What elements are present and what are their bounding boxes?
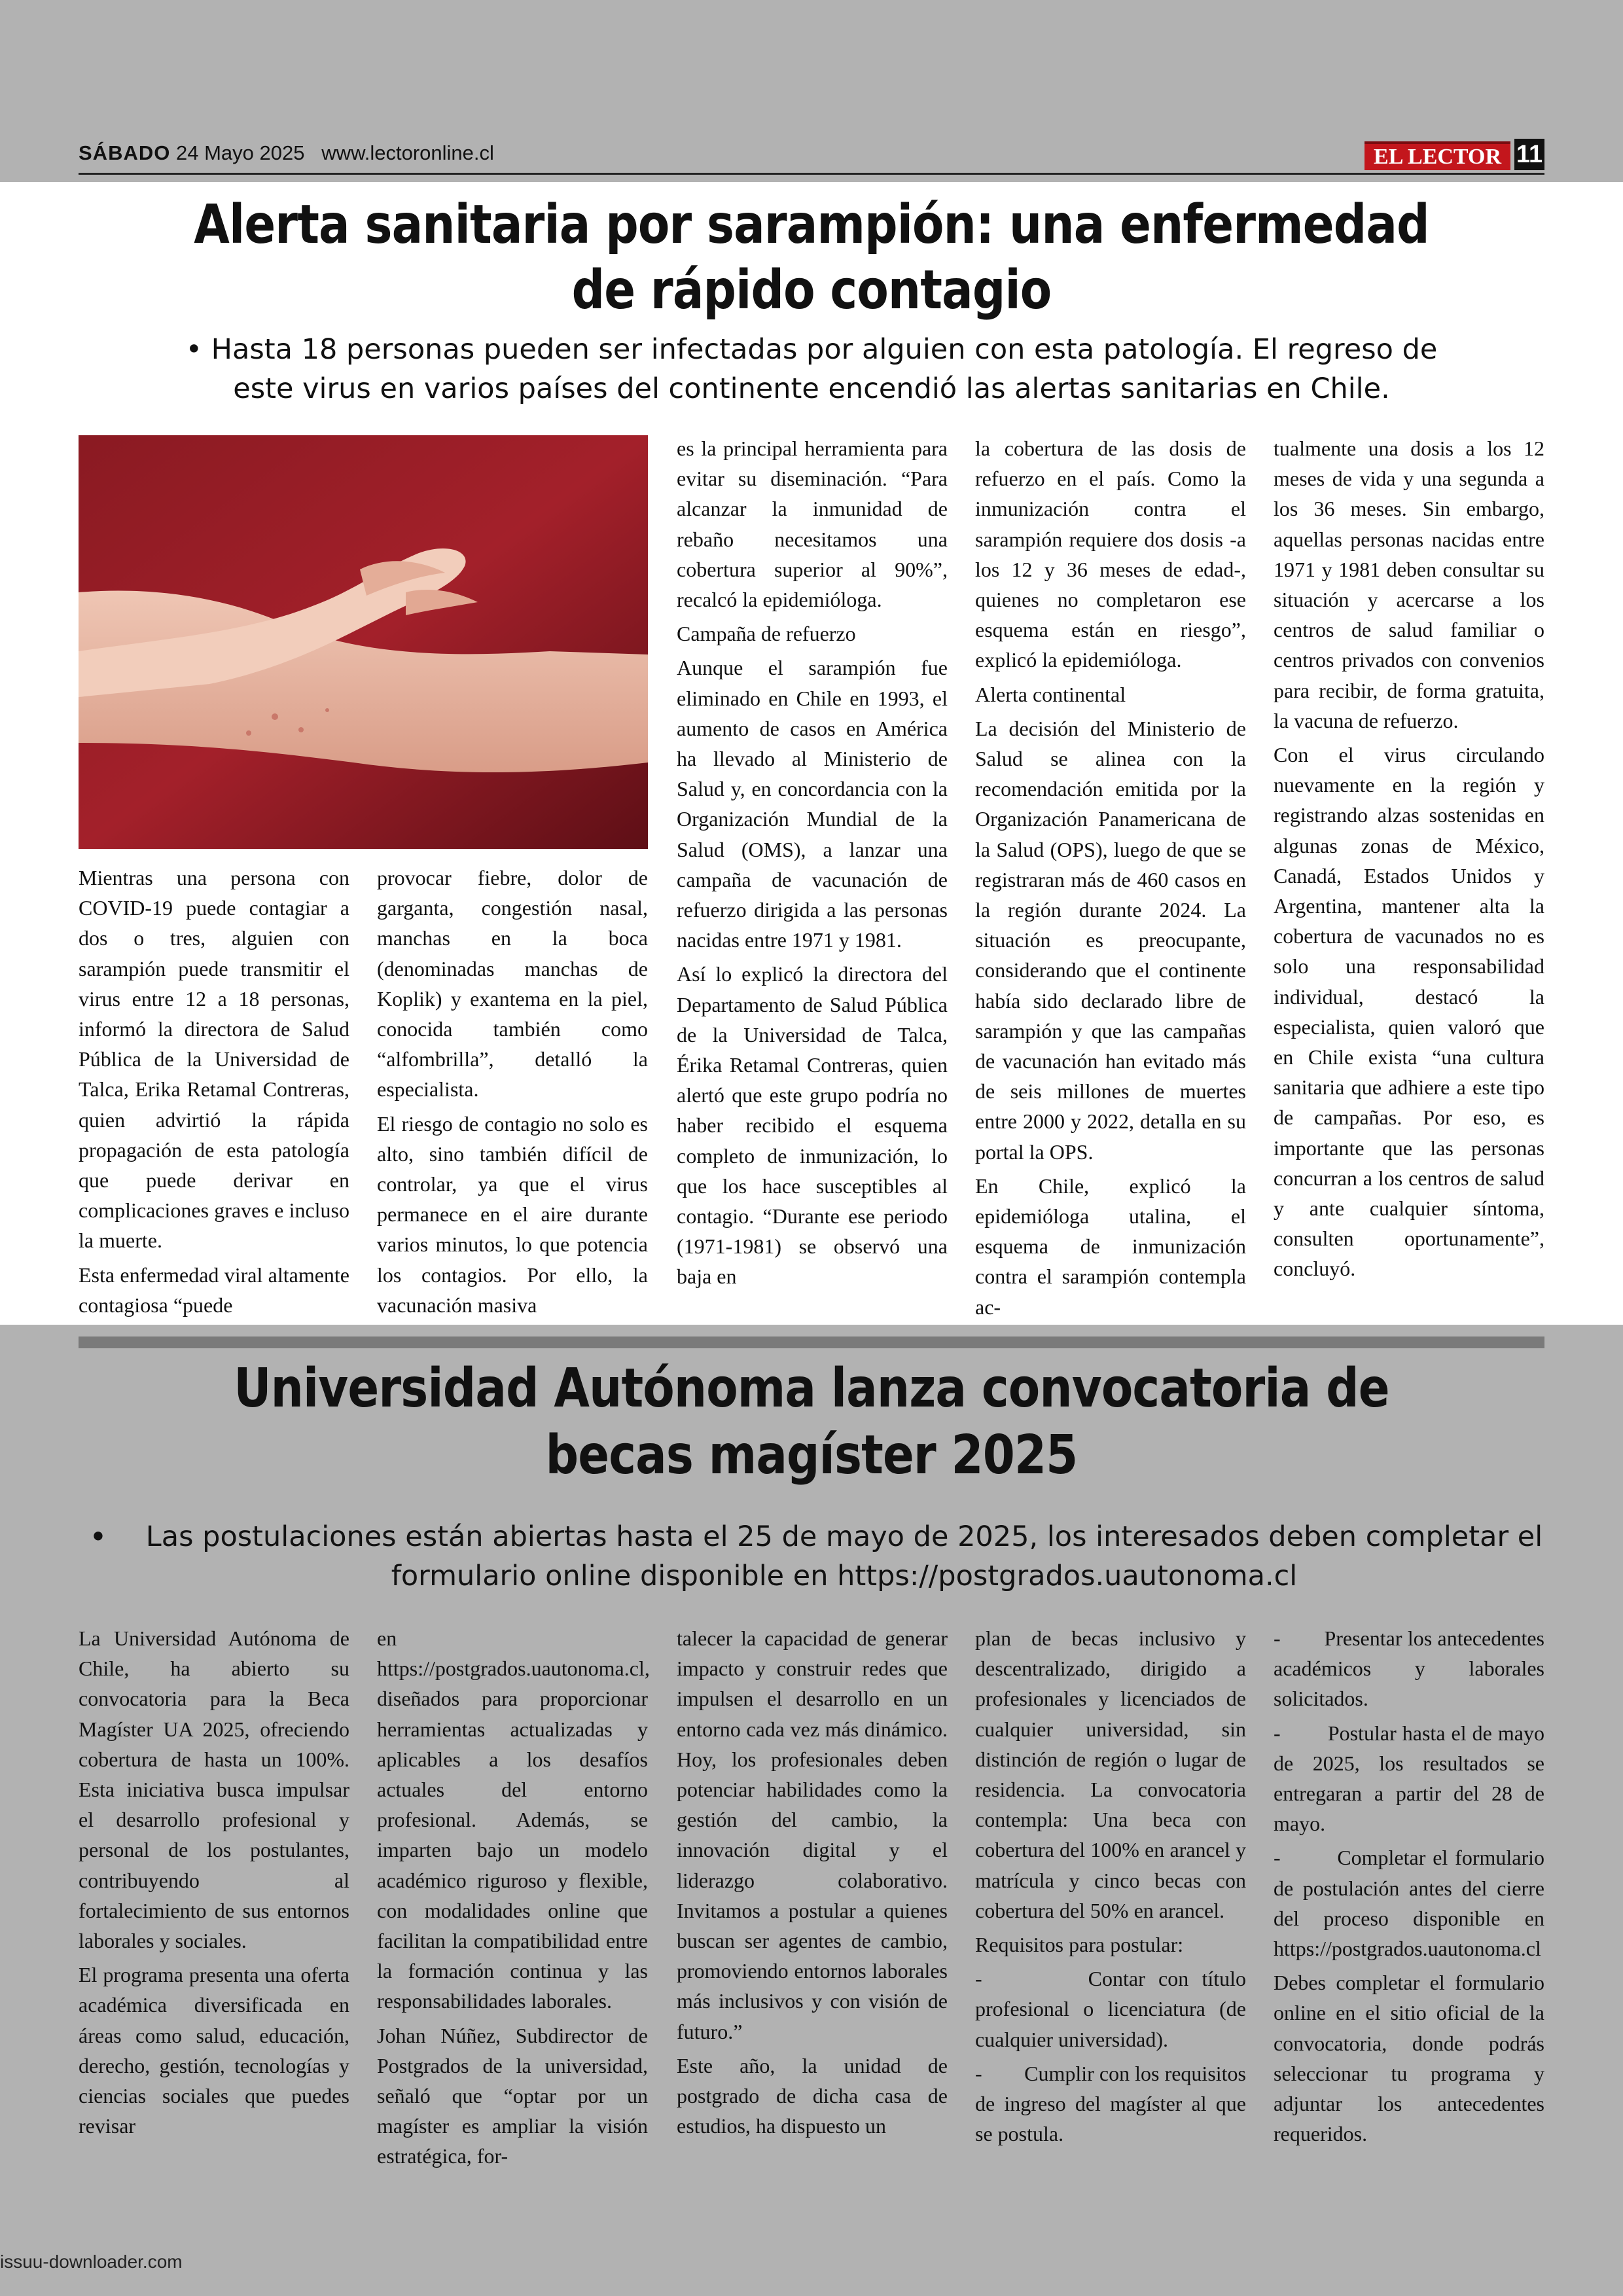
article2-col5-requirement-3: - Presentar los antecedentes académicos y laborales solicitados. xyxy=(1274,1626,1550,1711)
article2-col1-p2: El programa presenta una oferta académica diversificada en áreas como salud, educación, derecho, gestión, tecnologías y ciencias sociales que puedes revisar xyxy=(79,1963,349,2138)
article1-col3-p2: Aunque el sarampión fue eliminado en Chile en 1993, el aumento de casos en América ha llevado al Ministerio de Salud y, en concordancia con la Organización Mundial de la Salud (OMS), a lanzar una campaña de vacunación de refuerzo dirigida a las personas nacidas entre 1971 y 1981. xyxy=(677,656,948,952)
rash-photo-illustration xyxy=(79,435,648,849)
header-url[interactable]: www.lectoronline.cl xyxy=(321,141,494,164)
article1-col2-p1: provocar fiebre, dolor de garganta, congestión nasal, manchas en la boca (denominadas manchas de Koplik) y exantema en la piel, conocida también como “alfombrilla”, detalló la especialista. xyxy=(377,866,648,1102)
article1-subhead xyxy=(131,330,1492,408)
article1-col3-p3: Así lo explicó la directora del Departamento de Salud Pública de la Universidad de Talca, Érika Retamal Contreras, quien alertó que este grupo podría no haber recibido el esquema completo de inmunización, lo que los hace susceptibles al contagio. “Durante ese periodo (1971-1981) se observó una baja en xyxy=(677,962,948,1289)
article2-column-4 xyxy=(975,1623,1251,2153)
article2-col4-requirement-1: - Contar con título profesional o licenciatura (de cualquier universidad). xyxy=(975,1967,1251,2051)
article2-col1-p1: La Universidad Autónoma de Chile, ha abierto su convocatoria para la Beca Magíster UA 2025, ofreciendo cobertura de hasta un 100%. Esta iniciativa busca impulsar el desarrollo profesional y personal de los postulantes, contribuyendo al fortalecimiento de sus entornos laborales y sociales. xyxy=(79,1626,349,1953)
article1-col4-p3: En Chile, explicó la epidemióloga utalina, el esquema de inmunización contra el sarampión contempla ac- xyxy=(975,1174,1246,1319)
article1-col3-p1: es la principal herramienta para evitar su diseminación. “Para alcanzar la inmunidad de rebaño necesitamos una cobertura superior al 90%”, recalcó la epidemióloga. xyxy=(677,437,948,612)
article2-col2-p1: en https://postgrados.uautonoma.cl, diseñados para proporcionar herramientas actualizadas y aplicables a los desafíos actuales del entorno profesional. Además, se imparten bajo un modelo académico riguroso y flexible, con modalidades online que facilitan la compatibilidad entre la formación continua y las responsabilidades laborales. xyxy=(377,1626,650,2013)
header-dateline xyxy=(79,141,494,165)
page-header xyxy=(79,139,1544,175)
article2-col3-p2: Este año, la unidad de postgrado de dicha casa de estudios, ha dispuesto un xyxy=(677,2053,948,2138)
article2-col4-requirement-2: - Cumplir con los requisitos de ingreso del magíster al que se postula. xyxy=(975,2061,1251,2146)
article2-col2-p2: Johan Núñez, Subdirector de Postgrados de la universidad, señaló que “optar por un magíster es ampliar la visión estratégica, for- xyxy=(377,2023,648,2168)
article1-col2-p2: El riesgo de contagio no solo es alto, sino también difícil de controlar, ya que el virus permanece en el aire durante varios minutos, lo que potencia los contagios. Por ello, la vacunación masiva xyxy=(377,1111,648,1317)
article1-headline-line2: de rápido contagio xyxy=(571,259,1052,321)
article1-col4-subheading: Alerta continental xyxy=(975,682,1126,706)
article2-col4-requirements-title: Requisitos para postular: xyxy=(975,1933,1184,1957)
article1-column-2 xyxy=(377,863,648,1324)
article1-col5-p1: tualmente una dosis a los 12 meses de vida y una segunda a los 36 meses. Sin embargo, aquellas personas nacidas entre 1971 y 1981 deben consultar su situación y acercarse a los centros de salud familiar o centros privados con convenios para recibir, de forma gratuita, la vacuna de refuerzo. xyxy=(1274,437,1544,732)
footer-credit: issuu-downloader.com xyxy=(0,2251,183,2272)
article2-bullet: • xyxy=(89,1519,107,1554)
newspaper-logo: EL LECTOR xyxy=(1364,141,1510,170)
article1-column-1 xyxy=(79,863,349,1324)
article2-col4-p1: plan de becas inclusivo y descentralizado, dirigido a profesionales y licenciados de cualquier universidad, sin distinción de región o lugar de residencia. La convocatoria contempla: Una beca con cobertura del 100% en arancel y matrícula y cinco becas con cobertura del 50% en arancel. xyxy=(975,1626,1246,1922)
article2-subhead-line2: formulario online disponible en https://postgrados.uautonoma.cl xyxy=(391,1560,1298,1592)
header-date: 24 Mayo 2025 xyxy=(175,141,305,164)
article2-column-1 xyxy=(79,1623,349,2145)
article1-col5-p2: Con el virus circulando nuevamente en la región y registrando alzas sostenidas en algunas zonas de México, Canadá, Estados Unidos y Argentina, mantener alta la cobertura de vacunados no es solo una responsabilidad individual, destacó la especialista, quien valoró que en Chile exista “una cultura sanitaria que adhiere a este tipo de campañas. Por eso, es importante que las personas concurran a los centros de salud y ante cualquier síntoma, consulten oportunamente”, concluyó. xyxy=(1274,743,1544,1281)
header-day: SÁBADO xyxy=(79,141,171,164)
article1-col3-subheading: Campaña de refuerzo xyxy=(677,622,856,646)
article1-column-5 xyxy=(1274,433,1544,1288)
article1-column-4 xyxy=(975,433,1246,1326)
article1-col4-p1: la cobertura de las dosis de refuerzo en el país. Como la inmunización contra el sarampión requiere dos dosis -a los 12 y 36 meses de edad-, quienes no completaron ese esquema están en riesgo”, explicó la epidemióloga. xyxy=(975,437,1246,672)
article2-col5-requirement-5: - Completar el formulario de postulación antes del cierre del proceso disponible en https://postgrados.uautonoma.cl xyxy=(1274,1846,1550,1961)
section-divider xyxy=(79,1336,1544,1348)
article1-col1-p2: Esta enfermedad viral altamente contagiosa “puede xyxy=(79,1263,349,1317)
article2-col5-requirement-4: - Postular hasta el de mayo de 2025, los resultados se entregaran a partir del 28 de mayo. xyxy=(1274,1721,1550,1836)
article2-subhead xyxy=(131,1517,1558,1596)
article2-headline-line1: Universidad Autónoma lanza convocatoria de xyxy=(234,1357,1389,1420)
article1-col1-p1: Mientras una persona con COVID-19 puede contagiar a dos o tres, alguien con sarampión puede transmitir el virus entre 12 a 18 personas, informó la directora de Salud Pública de la Universidad de Talca, Erika Retamal Contreras, quien advirtió la rápida propagación de esta patología que puede derivar en complicaciones graves e incluso la muerte. xyxy=(79,866,349,1253)
article2-column-2 xyxy=(377,1623,648,2176)
page-number: 11 xyxy=(1514,139,1544,170)
article2-col3-p1: talecer la capacidad de generar impacto y construir redes que impulsen el desarrollo en un entorno cada vez más dinámico. Hoy, los profesionales deben potenciar habilidades como la gestión del cambio, la innovación digital y el liderazgo colaborativo. Invitamos a postular a quienes buscan ser agentes de cambio, promoviendo entornos laborales más inclusivos y con visión de futuro.” xyxy=(677,1626,948,2043)
article1-subhead-line1: • Hasta 18 personas pueden ser infectadas por alguien con esta patología. El regreso de xyxy=(185,333,1438,366)
article2-column-3 xyxy=(677,1623,948,2145)
article1-subhead-line2: este virus en varios países del continente encendió las alertas sanitarias en Chile. xyxy=(233,372,1390,405)
article2-subhead-line1: Las postulaciones están abiertas hasta el 25 de mayo de 2025, los interesados deben completar el xyxy=(145,1520,1543,1553)
article2-headline-line2: becas magíster 2025 xyxy=(545,1424,1078,1486)
article1-column-3 xyxy=(677,433,948,1296)
article2-col5-p-final: Debes completar el formulario online en el sitio oficial de la convocatoria, donde podrás seleccionar tu programa y adjuntar los antecedentes requeridos. xyxy=(1274,1971,1544,2146)
article1-col4-p2: La decisión del Ministerio de Salud se alinea con la recomendación emitida por la Organización Panamericana de la Salud (OPS), luego de que se registraran más de 460 casos en la región durante 2024. La situación es preocupante, considerando que el continente había sido declarado libre de sarampión y que las campañas de vacunación han evitado más de seis millones de muertes entre 2000 y 2022, detalla en su portal la OPS. xyxy=(975,716,1246,1164)
article1-photo xyxy=(79,435,648,849)
article1-headline-line1: Alerta sanitaria por sarampión: una enfermedad xyxy=(194,194,1429,256)
article2-column-5 xyxy=(1274,1623,1550,2153)
